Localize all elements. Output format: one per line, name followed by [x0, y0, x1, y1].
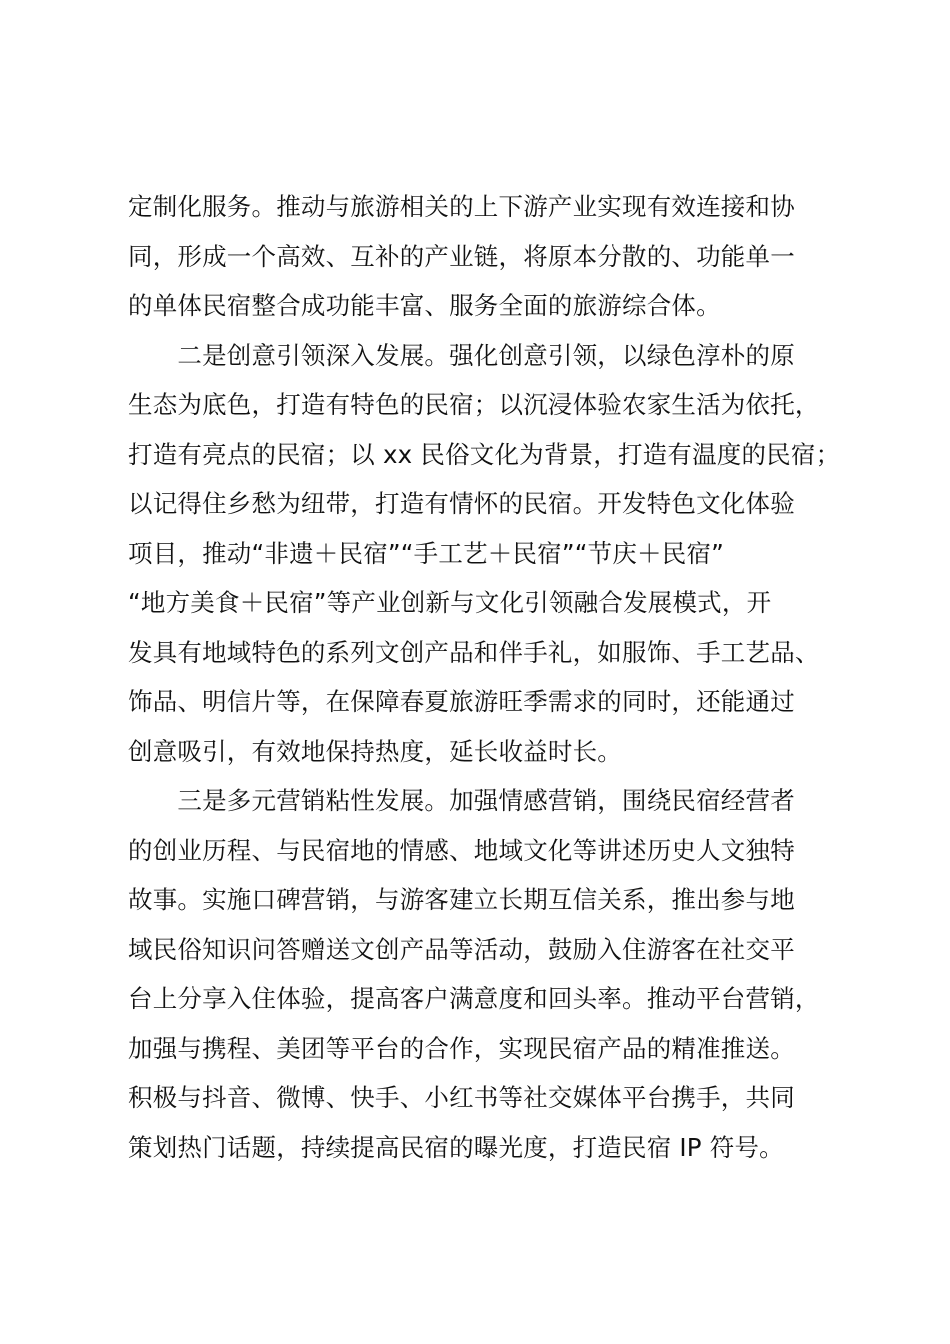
text-line: 同，形成一个高效、互补的产业链，将原本分散的、功能单一	[128, 241, 795, 271]
body-text	[128, 182, 858, 1172]
text-line: 以记得住乡愁为纽带，打造有情怀的民宿。开发特色文化体验	[128, 489, 795, 518]
text-line: 生态为底色，打造有特色的民宿；以沉浸体验农家生活为依托，	[128, 390, 820, 419]
text-line: 故事。实施口碑营销，与游客建立长期互信关系，推出参与地	[128, 885, 795, 914]
text-line: 域民俗知识问答赠送文创产品等活动，鼓励入住游客在社交平	[128, 934, 795, 964]
text-line: 的创业历程、与民宿地的情感、地域文化等讲述历史人文独特	[128, 835, 795, 865]
text-line: 项目，推动“非遗＋民宿”“手工艺＋民宿”“节庆＋民宿”	[128, 538, 725, 568]
text-line: 积极与抖音、微博、快手、小红书等社交媒体平台携手，共同	[128, 1083, 795, 1112]
text-line: “地方美食＋民宿”等产业创新与文化引领融合发展模式，开	[128, 588, 772, 617]
paragraph-start-line: 三是多元营销粘性发展。加强情感营销，围绕民宿经营者	[128, 786, 795, 815]
text-line: 加强与携程、美团等平台的合作，实现民宿产品的精准推送。	[128, 1033, 795, 1063]
paragraph-start-line: 二是创意引领深入发展。强化创意引领，以绿色淳朴的原	[128, 340, 795, 370]
text-line: 饰品、明信片等，在保障春夏旅游旺季需求的同时，还能通过	[128, 687, 795, 716]
text-line: 的单体民宿整合成功能丰富、服务全面的旅游综合体。	[128, 291, 721, 320]
text-line: 创意吸引，有效地保持热度，延长收益时长。	[128, 736, 622, 766]
text-line: 台上分享入住体验，提高客户满意度和回头率。推动平台营销，	[128, 984, 820, 1013]
text-line: 策划热门话题，持续提高民宿的曝光度，打造民宿 IP 符号。	[128, 1132, 784, 1162]
text-line: 发具有地域特色的系列文创产品和伴手礼，如服饰、手工艺品、	[128, 637, 820, 667]
text-line: 打造有亮点的民宿；以 xx 民俗文化为背景，打造有温度的民宿；	[128, 439, 841, 469]
text-line: 定制化服务。推动与旅游相关的上下游产业实现有效连接和协	[128, 192, 795, 221]
